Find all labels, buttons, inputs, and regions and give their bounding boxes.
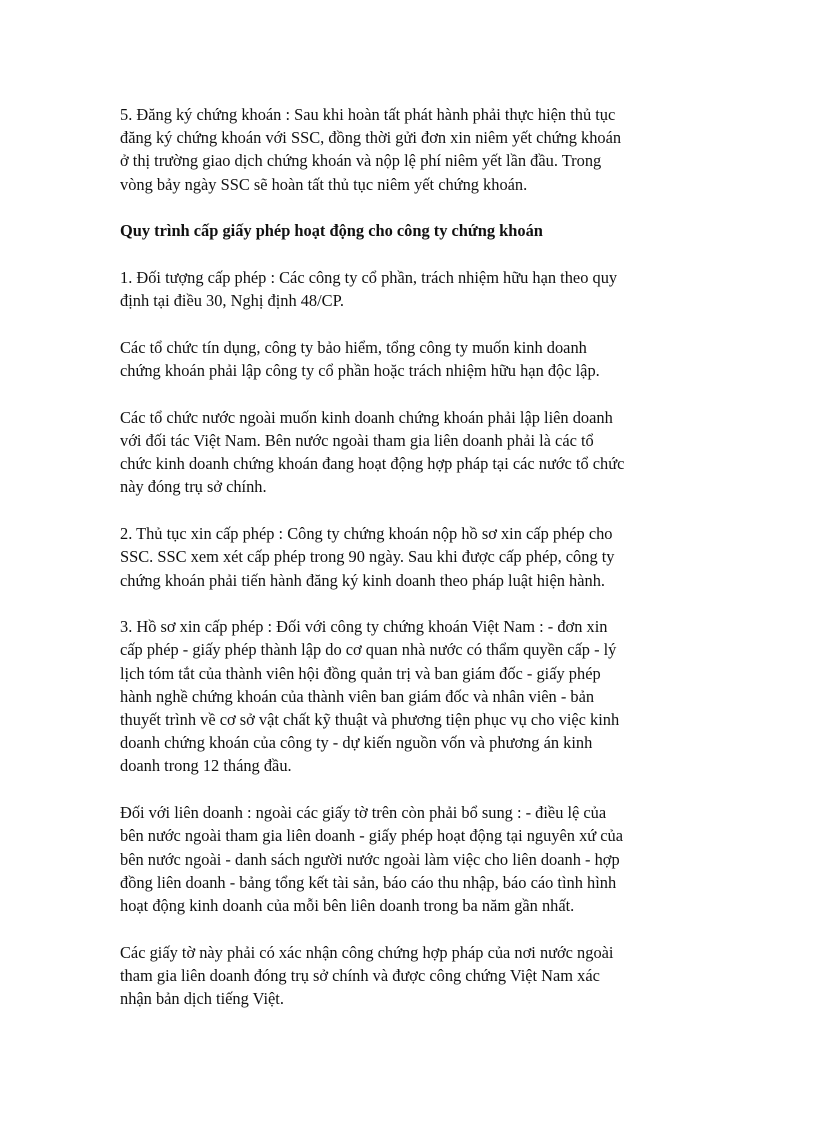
paragraph-notarization: Các giấy tờ này phải có xác nhận công chứng hợp pháp của nơi nước ngoài tham gia liên doanh đóng trụ sở chính và được công chứng Việt Nam xác nhận bản dịch tiếng Việt.	[120, 942, 614, 1009]
paragraph-securities-registration: 5. Đăng ký chứng khoán : Sau khi hoàn tất phát hành phải thực hiện thủ tục đăng ký chứng khoán với SSC, đồng thời gửi đơn xin niêm yết chứng khoán ở thị trường giao dịch chứng khoán và nộp lệ phí niêm yết lần đầu. Trong vòng bảy ngày SSC sẽ hoàn tất thủ tục niêm yết chứng khoán.	[120, 105, 622, 194]
paragraph-credit-institutions: Các tổ chức tín dụng, công ty bảo hiểm, tổng công ty muốn kinh doanh chứng khoán phải lập công ty cổ phần hoặc trách nhiệm hữu hạn độc lập.	[120, 337, 600, 381]
paragraph-licensing-procedure: 2. Thủ tục xin cấp phép : Công ty chứng khoán nộp hồ sơ xin cấp phép cho SSC. SSC xem xét cấp phép trong 90 ngày. Sau khi được cấp phép, công ty chứng khoán phải tiến hành đăng ký kinh doanh theo pháp luật hiện hành.	[120, 524, 615, 590]
paragraph-foreign-organizations: Các tổ chức nước ngoài muốn kinh doanh chứng khoán phải lập liên doanh với đối tác Việt Nam. Bên nước ngoài tham gia liên doanh phải là các tổ chức kinh doanh chứng khoán đang hoạt động hợp pháp tại các nước tổ chức này đóng trụ sở chính.	[120, 407, 625, 497]
document-page	[120, 103, 705, 1034]
paragraph-joint-venture: Đối với liên doanh : ngoài các giấy tờ trên còn phải bổ sung : - điều lệ của bên nước ngoài tham gia liên doanh - giấy phép hoạt động tại nguyên xứ của bên nước ngoài - danh sách người nước ngoài làm việc cho liên doanh - hợp đồng liên doanh - bảng tổng kết tài sản, báo cáo thu nhập, báo cáo tình hình hoạt động kinh doanh của mỗi bên liên doanh trong ba năm gần nhất.	[120, 803, 623, 915]
paragraph-application-dossier: 3. Hồ sơ xin cấp phép : Đối với công ty chứng khoán Việt Nam : - đơn xin cấp phép - giấy phép thành lập do cơ quan nhà nước có thẩm quyền cấp - lý lịch tóm tắt của thành viên hội đồng quản trị và ban giám đốc - giấy phép hành nghề chứng khoán của thành viên ban giám đốc và nhân viên - bản thuyết trình về cơ sở vật chất kỹ thuật và phương tiện phục vụ cho việc kinh doanh chứng khoán của công ty - dự kiến nguồn vốn và phương án kinh doanh trong 12 tháng đầu.	[120, 617, 620, 776]
section-heading: Quy trình cấp giấy phép hoạt động cho công ty chứng khoán	[120, 221, 543, 241]
paragraph-licensing-subjects: 1. Đối tượng cấp phép : Các công ty cổ phần, trách nhiệm hữu hạn theo quy định tại điều 30, Nghị định 48/CP.	[120, 268, 618, 311]
